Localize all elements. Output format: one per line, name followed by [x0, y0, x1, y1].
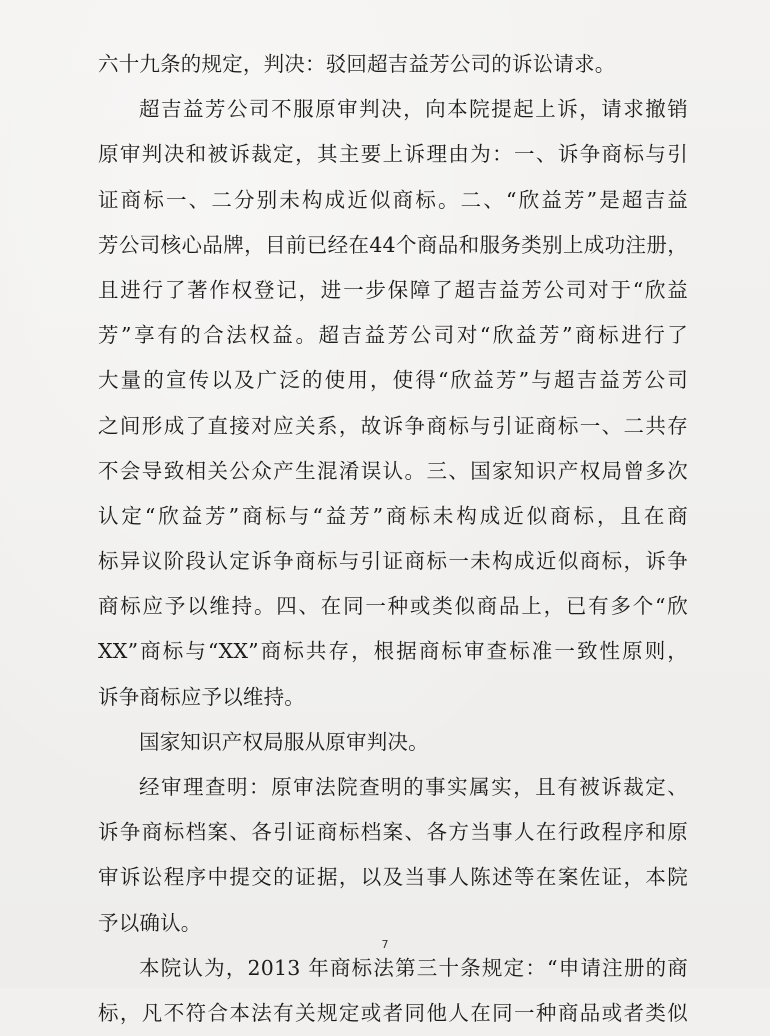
- text-line: 本院认为，2013 年商标法第三十条规定：“申请注册的商: [139, 955, 688, 980]
- text-line: 标异议阶段认定诉争商标与引证商标一未构成近似商标，诉争: [98, 549, 688, 574]
- text-line: 予以确认。: [98, 910, 202, 935]
- text-line: 大量的宣传以及广泛的使用，使得“欣益芳”与超吉益芳公司: [98, 368, 688, 393]
- text-line: 之间形成了直接对应关系，故诉争商标与引证商标一、二共存: [98, 413, 688, 438]
- text-line: 超吉益芳公司不服原审判决，向本院提起上诉，请求撤销: [139, 97, 688, 122]
- text-line: 标，凡不符合本法有关规定或者同他人在同一种商品或者类似: [98, 1000, 688, 1025]
- text-line: 芳”享有的合法权益。超吉益芳公司对“欣益芳”商标进行了: [98, 323, 688, 348]
- text-line: 且进行了著作权登记，进一步保障了超吉益芳公司对于“欣益: [98, 277, 688, 302]
- text-line: 原审判决和被诉裁定，其主要上诉理由为：一、诉争商标与引: [98, 142, 688, 167]
- text-line: 商标应予以维持。四、在同一种或类似商品上，已有多个“欣: [98, 594, 688, 619]
- text-line: 审诉讼程序中提交的证据，以及当事人陈述等在案佐证，本院: [98, 865, 688, 890]
- text-line: 经审理查明：原审法院查明的事实属实，且有被诉裁定、: [139, 775, 688, 799]
- text-line: 芳公司核心品牌，目前已经在44个商品和服务类别上成功注册，: [98, 232, 688, 257]
- text-line: 六十九条的规定，判决：驳回超吉益芳公司的诉讼请求。: [98, 52, 616, 76]
- body-text: [98, 42, 688, 1036]
- text-line: 国家知识产权局服从原审判决。: [139, 729, 429, 754]
- text-line: 证商标一、二分别未构成近似商标。二、“欣益芳”是超吉益: [98, 187, 688, 212]
- text-line: XX”商标与“XX”商标共存，根据商标审查标准一致性原则，: [98, 639, 688, 664]
- text-line: 诉争商标档案、各引证商标档案、各方当事人在行政程序和原: [98, 820, 688, 845]
- text-line: 诉争商标应予以维持。: [98, 684, 305, 709]
- text-line: 不会导致相关公众产生混淆误认。三、国家知识产权局曾多次: [98, 458, 688, 483]
- page-number: 7: [381, 938, 389, 951]
- text-line: 认定“欣益芳”商标与“益芳”商标未构成近似商标，且在商: [98, 503, 688, 528]
